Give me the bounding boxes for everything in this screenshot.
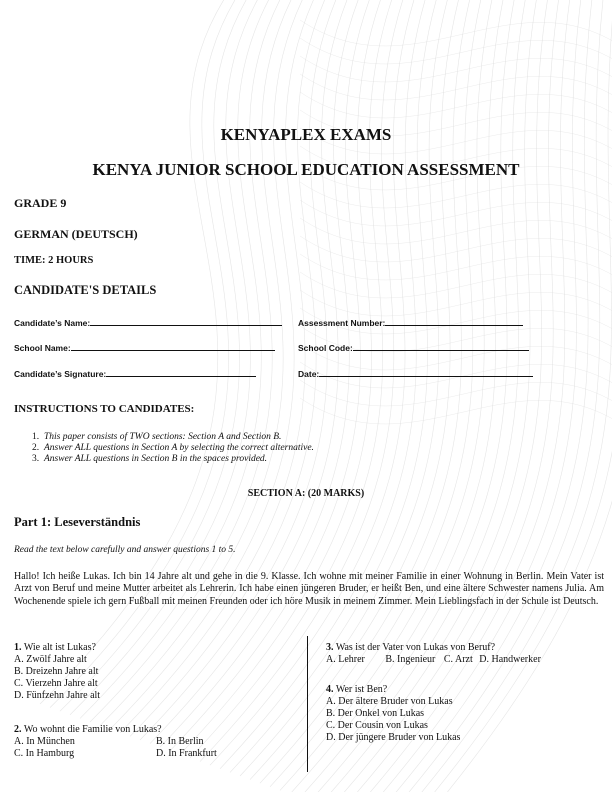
assessment-number-field[interactable]: [298, 316, 523, 328]
candidate-name-field[interactable]: [14, 316, 282, 328]
school-name-line[interactable]: [71, 341, 275, 351]
column-divider: [307, 636, 308, 772]
signature-field[interactable]: [14, 367, 256, 379]
assessment-number-label: Assessment Number:: [298, 318, 386, 328]
option[interactable]: B. Dreizehn Jahre alt: [14, 666, 99, 677]
section-a-heading: SECTION A: (20 MARKS): [247, 488, 365, 499]
org-title: KENYAPLEX EXAMS: [220, 125, 392, 144]
instruction-item: 3. Answer ALL questions in Section B in the spaces provided.: [32, 454, 268, 464]
question-3: [326, 642, 541, 666]
subject-label: GERMAN (DEUTSCH): [14, 227, 138, 241]
option[interactable]: A. Zwölf Jahre alt: [14, 654, 87, 665]
details-heading: CANDIDATE'S DETAILS: [14, 283, 157, 297]
date-label: Date:: [298, 369, 320, 379]
school-name-label: School Name:: [14, 343, 71, 353]
candidate-name-label: Candidate’s Name:: [14, 318, 91, 328]
signature-label: Candidate’s Signature:: [14, 369, 107, 379]
school-name-field[interactable]: [14, 341, 275, 353]
reading-passage: Hallo! Ich heiße Lukas. Ich bin 14 Jahre alt und gehe in die 9. Klasse. Ich wohne mit meiner Familie in einer Wohnung in Berlin. Mein Vater ist Arzt von Beruf und meine Mutter arbeitet als Lehrerin. Ich habe einen jüngeren Bruder, er heißt Ben, und eine ältere Schwester namens Julia. Am Wochenende spiele ich gern Fußball mit meinen Freunden oder ich höre Musik in meinem Zimmer. Mein Lieblingsfach in der Schule ist Deutsch.: [14, 571, 604, 607]
instruction-item: 1. This paper consists of TWO sections: Section A and Section B.: [32, 432, 282, 442]
instruction-item: 2. Answer ALL questions in Section A by selecting the correct alternative.: [32, 443, 314, 453]
option[interactable]: C. Der Cousin von Lukas: [326, 720, 428, 731]
option[interactable]: D. Fünfzehn Jahre alt: [14, 690, 101, 701]
question-3-stem: 3. Was ist der Vater von Lukas von Beruf?: [326, 642, 496, 653]
exam-title: KENYA JUNIOR SCHOOL EDUCATION ASSESSMENT: [92, 160, 520, 179]
assessment-number-line[interactable]: [385, 316, 523, 326]
part-1-heading: Part 1: Leseverständnis: [14, 515, 141, 529]
instructions-list: [32, 432, 314, 465]
grade-label: GRADE 9: [14, 196, 67, 210]
option[interactable]: C. In Hamburg: [14, 748, 75, 759]
option[interactable]: C. Arzt: [443, 654, 473, 665]
date-field[interactable]: [298, 367, 533, 379]
question-1: [14, 642, 100, 702]
question-1-stem: 1. Wie alt ist Lukas?: [14, 642, 96, 653]
school-code-line[interactable]: [353, 341, 529, 351]
question-2-stem: 2. Wo wohnt die Familie von Lukas?: [14, 724, 162, 735]
option[interactable]: C. Vierzehn Jahre alt: [14, 678, 98, 689]
option[interactable]: D. Handwerker: [479, 654, 541, 665]
option[interactable]: A. Lehrer: [326, 654, 365, 665]
school-code-label: School Code:: [298, 343, 353, 353]
instructions-heading: INSTRUCTIONS TO CANDIDATES:: [14, 403, 195, 415]
time-label: TIME: 2 HOURS: [14, 255, 94, 266]
signature-line[interactable]: [106, 367, 256, 377]
option[interactable]: B. Der Onkel von Lukas: [326, 708, 425, 719]
option[interactable]: D. In Frankfurt: [156, 748, 217, 759]
option[interactable]: B. In Berlin: [156, 736, 204, 747]
option[interactable]: B. Ingenieur: [385, 654, 436, 665]
candidate-name-line[interactable]: [90, 316, 282, 326]
question-4-stem: 4. Wer ist Ben?: [326, 684, 388, 695]
school-code-field[interactable]: [298, 341, 529, 353]
option[interactable]: D. Der jüngere Bruder von Lukas: [326, 732, 461, 743]
question-2: [14, 724, 294, 760]
reading-instruction: Read the text below carefully and answer questions 1 to 5.: [14, 545, 236, 555]
question-4: [326, 684, 460, 744]
date-line[interactable]: [319, 367, 533, 377]
option[interactable]: A. In München: [14, 736, 75, 747]
option[interactable]: A. Der ältere Bruder von Lukas: [326, 696, 453, 707]
